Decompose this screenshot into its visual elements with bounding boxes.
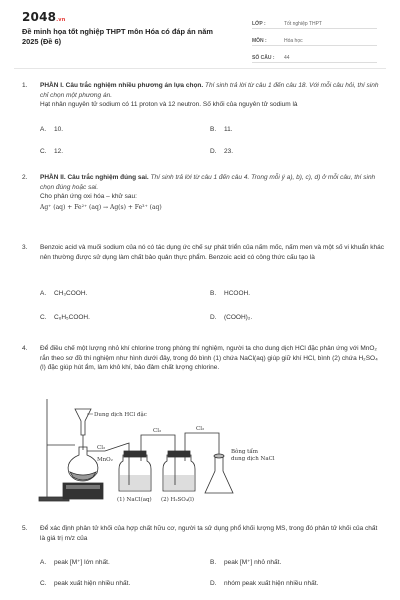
option-c[interactable]: C. C₆H₅COOH. <box>40 314 90 321</box>
question-3 <box>22 243 384 328</box>
question-text: Để điều chế một lượng nhỏ khí chlorine trong phòng thí nghiệm, người ta cho dung dịch HCl đặc phản ứng với MnO₂ rắn theo sơ đồ thí nghiệm như hình dưới đây, trong đó bình (1) chứa NaCl(aq) giúp giữ khí HCl, bình (2) chứa H₂SO₄ (l) đặc giúp hút ẩm, làm khô khí, bảo đảm chất lượng chlorine. <box>40 345 378 371</box>
meta-row-subject <box>252 29 377 46</box>
funnel-label: Dung dịch HCl đặc <box>94 412 147 418</box>
chlorine-apparatus-diagram <box>35 395 275 513</box>
part-instruction: Thí sinh trả lời từ câu 1 đến câu 18. Với mỗi câu hỏi, thí sinh chỉ chọn một phương án. <box>40 82 379 99</box>
cl2-label: Cl₂ <box>196 426 205 432</box>
bottle-2-label: (2) H₂SO₄(l) <box>161 497 195 503</box>
option-b[interactable]: B. 11. <box>210 126 233 133</box>
document-title: Đề minh họa tốt nghiệp THPT môn Hóa có đáp án năm 2025 (Đề 6) <box>22 27 213 46</box>
dropping-funnel <box>75 409 91 435</box>
mno2-label: MnO₂ <box>97 457 113 463</box>
meta-row-count <box>252 46 377 63</box>
question-number: 5. <box>22 525 28 532</box>
heater-plate <box>66 485 100 489</box>
site-logo[interactable] <box>22 10 66 24</box>
part-heading: PHẦN I. Câu trắc nghiệm nhiều phương án lựa chọn. <box>40 82 204 89</box>
cotton-label-text: Bông tẩm <box>231 449 258 455</box>
collecting-flask <box>205 457 233 493</box>
question-text: Hạt nhân nguyên tử sodium có 11 proton và 12 neutron. Số khối của nguyên tử sodium là <box>40 101 298 108</box>
question-2 <box>22 173 384 228</box>
question-number: 2. <box>22 174 28 181</box>
question-text: Benzoic acid và muối sodium của nó có tác dụng ức chế sự phát triển của nấm mốc, nấm men và một số vi khuẩn khác nên thường được sử dụng làm chất bảo quản thực phẩm. Benzoic acid có công thức cấu tạo là <box>40 244 384 261</box>
question-body <box>40 173 384 212</box>
question-body <box>40 81 384 110</box>
meta-value: Tốt nghiệp THPT <box>284 21 322 27</box>
logo-main-text: 2048 <box>22 10 57 24</box>
question-text: Để xác định phân tử khối của hợp chất hữu cơ, người ta sử dụng phổ khối lượng MS, trong đó phân tử khối của chất là giá trị m/z của <box>40 525 378 542</box>
meta-table <box>252 12 377 63</box>
meta-key: LỚP : <box>252 21 266 27</box>
part-instruction: Thí sinh trả lời từ câu 1 đến câu 4. Trong mỗi ý a), b), c), d) ở mỗi câu, thí sinh chọn đúng hoặc sai. <box>40 174 376 191</box>
meta-value: Hóa học <box>284 38 303 44</box>
page-header <box>0 0 400 68</box>
option-b[interactable]: B. peak [M⁺] nhỏ nhất. <box>210 559 282 566</box>
question-number: 3. <box>22 244 28 251</box>
cotton-label-text-line2: dung dịch NaCl <box>231 456 275 462</box>
question-5 <box>22 524 384 594</box>
question-text: Cho phản ứng oxi hóa – khử sau: <box>40 193 137 200</box>
cl2-label: Cl₂ <box>97 445 106 451</box>
reaction-equation: Ag⁺ (aq) + Fe²⁺ (aq) → Ag(s) + Fe³⁺ (aq) <box>40 203 162 211</box>
meta-key: SỐ CÂU : <box>252 55 275 61</box>
delivery-tube-1 <box>87 443 129 453</box>
option-c[interactable]: C. 12. <box>40 148 64 155</box>
option-d[interactable]: D. (COOH)₂. <box>210 314 253 321</box>
question-number: 4. <box>22 345 28 352</box>
meta-value: 44 <box>284 55 290 61</box>
question-number: 1. <box>22 82 28 89</box>
bottle-2-stopper <box>168 451 190 457</box>
question-1 <box>22 81 384 161</box>
meta-key: MÔN : <box>252 38 267 44</box>
part-heading: PHẦN II. Câu trắc nghiệm đúng sai. <box>40 174 149 181</box>
meta-row-class <box>252 12 377 29</box>
bottle-1-label: (1) NaCl(aq) <box>117 497 152 503</box>
h2so4-solution <box>164 475 194 490</box>
bottle-1-stopper <box>124 451 146 457</box>
nacl-solution <box>120 475 150 490</box>
header-divider <box>14 68 386 69</box>
cl2-label: Cl₂ <box>153 428 162 434</box>
option-d[interactable]: D. nhóm peak xuất hiện nhiều nhất. <box>210 580 319 587</box>
option-a[interactable]: A. CH₃COOH. <box>40 290 88 297</box>
logo-sub-text: .vn <box>56 17 66 23</box>
option-b[interactable]: B. HCOOH. <box>210 290 250 297</box>
option-a[interactable]: A. 10. <box>40 126 64 133</box>
option-c[interactable]: C. peak xuất hiện nhiều nhất. <box>40 580 131 587</box>
cotton-plug <box>214 454 224 458</box>
question-4 <box>22 344 384 392</box>
option-d[interactable]: D. 23. <box>210 148 234 155</box>
cotton-label <box>231 448 275 462</box>
option-a[interactable]: A. peak [M⁺] lớn nhất. <box>40 559 110 566</box>
